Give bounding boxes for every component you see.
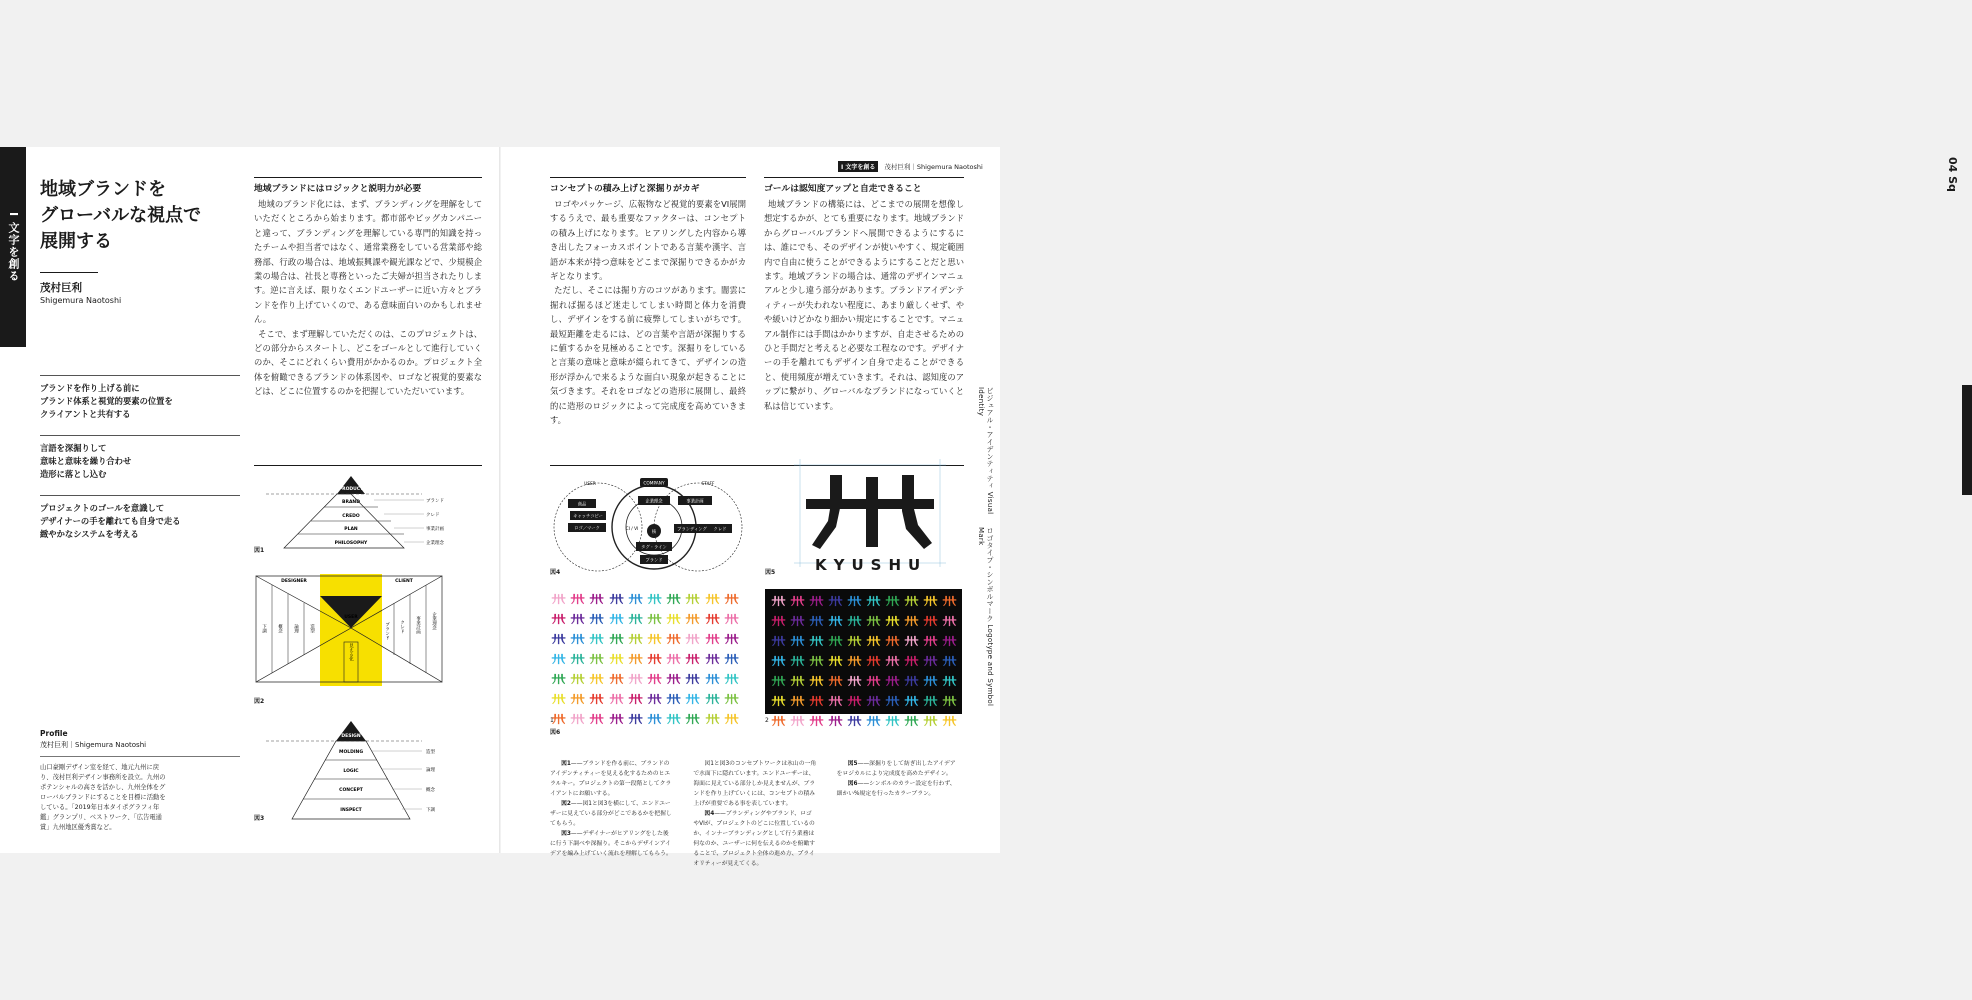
section-divider (254, 465, 482, 466)
symbol-swatch-icon (922, 694, 939, 708)
symbol-swatch-icon (569, 692, 586, 706)
symbol-swatch-icon (588, 652, 605, 666)
symbol-swatch-icon (903, 674, 920, 688)
symbol-swatch-icon (808, 654, 825, 668)
fig2-designer-label: DESIGNER (281, 579, 307, 584)
page-number: 04 Sq (1946, 157, 1959, 192)
symbol-swatch-icon (704, 592, 721, 606)
symbol-swatch-icon (941, 714, 958, 728)
fig5-wordmark: KYUSHU (815, 556, 928, 574)
running-head-text: 茂村巨利｜Shigemura Naotoshi (884, 163, 983, 171)
side-index-item (972, 387, 1000, 517)
symbol-swatch-icon (865, 654, 882, 668)
caption-text: ——ブランドを作る前に、ブランドのアイデンティティーを見える化するためのヒエラルキー。プロジェクトの第一段階としてクライアントにお願いする。 (550, 761, 672, 797)
symbol-swatch-icon (865, 634, 882, 648)
symbol-swatch-icon (865, 614, 882, 628)
symbol-swatch-icon (627, 652, 644, 666)
fig4-credo: クレド (713, 527, 727, 533)
symbol-swatch-icon (903, 634, 920, 648)
symbol-swatch-icon (941, 674, 958, 688)
symbol-swatch-icon (646, 712, 663, 726)
fig1-note: 企業理念 (426, 541, 444, 546)
symbol-swatch-icon (569, 632, 586, 646)
symbol-swatch-icon (704, 652, 721, 666)
fig4-goods: 商品 (577, 502, 587, 508)
symbol-swatch-icon (865, 674, 882, 688)
symbol-swatch-icon (723, 612, 740, 626)
profile (40, 729, 240, 833)
fig2-left-word: 概念 (277, 624, 283, 633)
symbol-swatch-icon (941, 594, 958, 608)
fig2-center-label: USER (344, 615, 358, 620)
fig6-sub1: 1 (550, 717, 554, 724)
key-point: ブランドを作り上げる前に ブランド体系と視覚的要素の位置を クライアントと共有する (40, 375, 240, 421)
symbol-swatch-icon (723, 712, 740, 726)
symbol-swatch-icon (646, 612, 663, 626)
symbol-swatch-icon (827, 594, 844, 608)
fig4-staff-label: STAFF (701, 482, 715, 487)
magazine-spread (0, 147, 1959, 867)
figure-captions (550, 749, 960, 879)
paragraph: そこで、まず理解していただくのは、このプロジェクトは、どの部分からスタートし、どこをゴールとして進行していくのか、そこにどれくらい費用がかかるのか。プロジェクト全体を俯瞰できるブランドの体系図や、ロゴなど視覚的要素などは、どこに位置するのかを把握していただいています。 (254, 328, 482, 397)
fig5-label: 図5 (765, 569, 776, 576)
symbol-swatch-icon (770, 654, 787, 668)
symbol-swatch-icon (569, 612, 586, 626)
fig3-level: INSPECT (340, 808, 362, 813)
symbol-swatch-icon (588, 592, 605, 606)
body-column-1 (254, 177, 482, 399)
caption-column (693, 749, 816, 879)
symbol-swatch-icon (684, 692, 701, 706)
symbol-swatch-icon (884, 714, 901, 728)
author-name-en: Shigemura Naotoshi (40, 296, 122, 305)
caption-text: 図1と図3のコンセプトワークは氷山の一角で水面下に隠れています。エンドユーザーは、海面に見えている部分しか見えませんが、ブランドを作り上げていくには、コンセプトの積み上げが重要である事を表しています。 (693, 761, 817, 807)
paragraph: 地域のブランド化には、まず、ブランディングを理解をしていただくところから始まります。都市部やビッグカンパニーと違って、ブランディングを理解している専門的知識を持ったチームや担当者ではなく、通常業務をしている営業部や総務部、行政の場合は、地域振興課や観光課などで、少規模企業の場合は、社長と専務といったご夫婦が担当されたりします。逆に言えば、限りなくエンドユーザーに近い方々とブランドを作り上げていくので、ある意味面白いのかもしれません。 (254, 199, 482, 325)
symbol-swatch-icon (827, 614, 844, 628)
symbol-swatch-icon (608, 632, 625, 646)
symbol-swatch-icon (704, 672, 721, 686)
fig1-level: CREDO (342, 514, 360, 519)
symbol-swatch-icon (884, 594, 901, 608)
symbol-swatch-icon (941, 694, 958, 708)
symbol-swatch-icon (789, 694, 806, 708)
section-heading: 地域ブランドにはロジックと説明力が必要 (254, 177, 482, 194)
symbol-swatch-icon (789, 614, 806, 628)
chapter-tab-label: I 文字を創る (7, 212, 20, 282)
running-head-badge: I 文字を創る (838, 161, 878, 172)
symbol-swatch-icon (569, 672, 586, 686)
symbol-swatch-icon (903, 714, 920, 728)
caption-text: ——デザイナーがヒアリングをした後に行う下調べや深掘り。そこからデザインアイデアを編み上げていく流れを理解してもらう。 (550, 831, 672, 857)
symbol-swatch-icon (884, 674, 901, 688)
side-index-marker (1962, 385, 1972, 495)
fig3-note: 概念 (426, 788, 435, 793)
fig2-right-word: 企業理念 (431, 612, 437, 630)
section-heading: ゴールは認知度アップと自走できること (764, 177, 964, 194)
symbol-swatch-icon (827, 634, 844, 648)
symbol-swatch-icon (684, 592, 701, 606)
symbol-swatch-icon (646, 592, 663, 606)
fig4-brand: ブランド (645, 558, 663, 564)
key-points (40, 375, 240, 555)
fig1-label: 図1 (254, 547, 265, 554)
caption-key: 図3 (561, 831, 571, 837)
symbol-swatch-icon (665, 612, 682, 626)
fig2-client-label: CLIENT (395, 579, 413, 584)
symbol-swatch-icon (550, 592, 567, 606)
symbol-swatch-icon (903, 694, 920, 708)
article-title: 地域ブランドを グローバルな視点で 展開する (40, 179, 202, 252)
symbol-swatch-icon (704, 712, 721, 726)
symbol-swatch-icon (808, 674, 825, 688)
symbol-swatch-icon (665, 592, 682, 606)
profile-heading: Profile (40, 729, 68, 738)
caption-column (550, 749, 673, 879)
symbol-swatch-icon (684, 652, 701, 666)
symbol-swatch-icon (846, 694, 863, 708)
author-name-ja: 茂村巨利 (40, 282, 82, 294)
symbol-swatch-icon (704, 692, 721, 706)
symbol-swatch-icon (588, 672, 605, 686)
symbol-swatch-icon (827, 674, 844, 688)
symbol-swatch-icon (941, 614, 958, 628)
side-index-item (972, 527, 1000, 727)
symbol-swatch-icon (770, 634, 787, 648)
symbol-swatch-icon (808, 614, 825, 628)
caption-key: 図6 (847, 781, 858, 787)
symbol-swatch-icon (646, 652, 663, 666)
symbol-swatch-icon (608, 672, 625, 686)
fig3-note: 造型 (426, 750, 435, 755)
symbol-swatch-icon (846, 594, 863, 608)
symbol-swatch-icon (646, 692, 663, 706)
symbol-swatch-icon (846, 634, 863, 648)
section-heading: コンセプトの積み上げと深掘りがカギ (550, 177, 746, 194)
body-column-2 (550, 177, 746, 428)
fig4-philosophy: 企業理念 (645, 499, 663, 505)
profile-name: 茂村巨利｜Shigemura Naotoshi (40, 740, 240, 757)
fig4-plan: 事業計画 (686, 499, 704, 505)
symbol-swatch-icon (903, 614, 920, 628)
symbol-swatch-icon (941, 654, 958, 668)
page-gutter (499, 147, 501, 853)
symbol-swatch-icon (665, 672, 682, 686)
key-point: プロジェクトのゴールを意識して デザイナーの手を離れても自身で走る 緻やかなシステムを考える (40, 495, 240, 541)
symbol-swatch-icon (550, 672, 567, 686)
symbol-swatch-icon (588, 632, 605, 646)
symbol-swatch-icon (770, 714, 787, 728)
symbol-swatch-icon (789, 674, 806, 688)
fig1-note: ブランド (426, 499, 444, 504)
fig3-note: 論理 (426, 768, 435, 773)
side-index-label: ロゴタイプ・シンボルマーク Logotype and Symbol Mark (977, 527, 994, 707)
symbol-swatch-icon (789, 654, 806, 668)
fig4-ci: CI / VI (625, 527, 639, 532)
paragraph: 地域ブランドの構築には、どこまでの展開を想像し想定するかが、とても重要になります。地域ブランドからグローバルブランドへ展開できるようにするには、誰にでも、そのデザインが使いやすく、規定範囲内で自由に使うことができるようにすることだと思います。地域ブランドの場合は、通常のデザインマニュアルと少し違う部分があります。ブランドアイデンティティーが失われない程度に、あまり厳しくせず、やや緩いけどかなり細かい規定にすることです。マニュアル制作には手間はかかりますが、自走させるためのひと手間だと考えると必要な工程なのです。デザイナーの手を離れてもデザイン自身で走ることができると、使用頻度が増えていきます。それは、認知度のアップに繋がり、グローバルなブランドになっていくと私は信じています。 (764, 199, 964, 411)
chapter-tab (0, 147, 26, 347)
symbol-swatch-icon (569, 592, 586, 606)
symbol-swatch-icon (608, 592, 625, 606)
caption-text: ——図1と図3を横にして、エンドユーザーに見えている部分がどこであるかを把握してもらう。 (550, 801, 672, 827)
fig4-core: 核 (651, 530, 657, 535)
fig3-note: 下調 (426, 808, 435, 813)
symbol-swatch-icon (903, 594, 920, 608)
caption-key: 図2 (561, 801, 571, 807)
fig4-branding: ブランディング (677, 527, 707, 533)
fig6-color-grid-light (550, 592, 740, 726)
symbol-swatch-icon (922, 654, 939, 668)
symbol-swatch-icon (770, 694, 787, 708)
symbol-swatch-icon (827, 654, 844, 668)
fig4-tagline: タグ・ライン (641, 545, 667, 551)
symbol-swatch-icon (827, 694, 844, 708)
fig1-level: BRAND (342, 500, 360, 505)
symbol-swatch-icon (884, 694, 901, 708)
symbol-swatch-icon (922, 614, 939, 628)
caption-column (837, 749, 960, 879)
symbol-swatch-icon (884, 654, 901, 668)
fig4-logo: ロゴ／マーク (574, 526, 600, 532)
author-rule (40, 272, 98, 273)
fig6-label: 図6 (550, 729, 561, 736)
symbol-swatch-icon (665, 632, 682, 646)
fig2-right-word: 事業計画 (415, 616, 421, 634)
symbol-swatch-icon (770, 594, 787, 608)
symbol-swatch-icon (627, 712, 644, 726)
paragraph: ロゴやパッケージ、広報物など視覚的要素をVI展開するうえで、最も重要なファクターは、コンセプトの積み上げになります。ヒアリングした内容から導き出したフォーカスポイントである言葉や漢字、言語が本来が持つ意味をどこまで深掘りできるかがカギとなります。 (550, 199, 746, 282)
symbol-swatch-icon (922, 594, 939, 608)
symbol-swatch-icon (846, 714, 863, 728)
symbol-swatch-icon (922, 634, 939, 648)
symbol-swatch-icon (704, 612, 721, 626)
caption-key: 図5 (847, 761, 858, 767)
fig4-network-diagram (548, 477, 748, 577)
symbol-swatch-icon (627, 612, 644, 626)
symbol-swatch-icon (922, 714, 939, 728)
symbol-swatch-icon (789, 594, 806, 608)
symbol-swatch-icon (903, 654, 920, 668)
symbol-swatch-icon (569, 712, 586, 726)
fig3-level: MOLDING (338, 750, 364, 755)
fig3-level: CONCEPT (339, 788, 363, 793)
fig4-label: 図4 (550, 569, 561, 576)
caption-key: 図4 (704, 811, 715, 817)
section-body (254, 197, 482, 399)
fig2-mid-right: 事業 (363, 625, 373, 630)
symbol-swatch-icon (723, 652, 740, 666)
fig1-note: 事業計画 (426, 527, 444, 532)
running-head (838, 161, 983, 172)
symbol-swatch-icon (808, 694, 825, 708)
symbol-swatch-icon (665, 712, 682, 726)
symbol-swatch-icon (665, 692, 682, 706)
symbol-swatch-icon (684, 712, 701, 726)
fig3-top-label: DESIGN (341, 734, 361, 739)
symbol-swatch-icon (922, 674, 939, 688)
symbol-swatch-icon (770, 674, 787, 688)
symbol-swatch-icon (627, 632, 644, 646)
fig1-level: PHILOSOPHY (334, 541, 368, 546)
symbol-swatch-icon (723, 692, 740, 706)
symbol-swatch-icon (808, 714, 825, 728)
key-point: 言語を深掘りして 意味と意味を繰り合わせ 造形に落とし込む (40, 435, 240, 481)
symbol-swatch-icon (770, 614, 787, 628)
caption-text: ——シンボルのカラー設定を行わず、細かい%規定を行ったカラーブラン。 (836, 781, 956, 797)
fig6-color-grid-dark (770, 594, 958, 728)
symbol-swatch-icon (846, 654, 863, 668)
fig1-level: PLAN (344, 527, 358, 532)
caption-key: 図1 (561, 761, 571, 767)
fig2-right-word: ブランド (384, 622, 390, 640)
symbol-swatch-icon (865, 694, 882, 708)
fig2-left-word: 論理 (293, 624, 299, 633)
symbol-swatch-icon (789, 714, 806, 728)
symbol-swatch-icon (608, 692, 625, 706)
fig4-user-label: USER (584, 482, 596, 487)
symbol-swatch-icon (588, 692, 605, 706)
symbol-swatch-icon (723, 592, 740, 606)
symbol-swatch-icon (704, 632, 721, 646)
symbol-swatch-icon (808, 634, 825, 648)
symbol-swatch-icon (627, 592, 644, 606)
symbol-swatch-icon (646, 672, 663, 686)
fig3-label: 図3 (254, 815, 265, 822)
side-index (972, 147, 1959, 853)
fig2-left-word: 下調 (261, 624, 267, 633)
symbol-swatch-icon (550, 612, 567, 626)
fig2-left-word: 造型 (309, 624, 315, 633)
fig2-hourglass-diagram (254, 572, 444, 690)
fig2-right-word: クレド (399, 620, 405, 634)
symbol-swatch-icon (846, 674, 863, 688)
symbol-swatch-icon (608, 712, 625, 726)
fig1-hierarchy-diagram (254, 472, 494, 557)
fig1-note: クレド (426, 513, 440, 518)
symbol-swatch-icon (846, 614, 863, 628)
body-column-3 (764, 177, 964, 413)
symbol-swatch-icon (827, 714, 844, 728)
symbol-swatch-icon (865, 594, 882, 608)
symbol-swatch-icon (550, 652, 567, 666)
symbol-swatch-icon (550, 632, 567, 646)
fig2-mid-bottom: 見える化 (348, 643, 354, 661)
symbol-swatch-icon (865, 714, 882, 728)
section-body (764, 197, 964, 413)
symbol-swatch-icon (550, 692, 567, 706)
symbol-swatch-icon (608, 652, 625, 666)
symbol-swatch-icon (627, 672, 644, 686)
fig4-company: COMPANY (643, 481, 665, 487)
fig6-sub2: 2 (765, 717, 769, 724)
symbol-swatch-icon (789, 634, 806, 648)
symbol-swatch-icon (884, 614, 901, 628)
symbol-swatch-icon (941, 634, 958, 648)
symbol-swatch-icon (588, 712, 605, 726)
caption-text: ——深掘りをして紡ぎ出したアイデアをロジカルにより完成度を高めたデザイン。 (836, 761, 956, 777)
symbol-swatch-icon (808, 594, 825, 608)
fig3-iceberg-diagram (254, 719, 494, 827)
fig3-level: LOGIC (343, 769, 359, 774)
symbol-swatch-icon (884, 634, 901, 648)
caption-text: ——ブランディングやブランド、ロゴやVIが、プロジェクトのどこに位置しているのか、インナーブランディングとして行う業務は何なのか、ユーザーに何を伝えるのかを俯瞰することで、プロジェクト全体の進め方、プライオリティーが見えてくる。 (693, 811, 816, 867)
symbol-swatch-icon (684, 612, 701, 626)
symbol-swatch-icon (569, 652, 586, 666)
paragraph: ただし、そこには掘り方のコツがあります。闇雲に掘れば掘るほど迷走してしまい時間と体力を消費し、デザインをする前に疲弊してしまいがちです。最短距離を走るには、どの言葉や言語が深掘りするに値するかを見極めることです。深掘りをしていると言葉の意味と意味が綴られてきて、デザインの造形が浮かんで来るような面白い現象が起きることに気づきます。それをロゴなどの造形に展開し、最終的に造形のロジックによって完成度を高めていきます。 (550, 285, 746, 426)
fig2-mid-left: 言語 (329, 625, 339, 630)
side-index-label: ビジュアル・アイデンティティ Visual Identity (977, 387, 994, 515)
symbol-swatch-icon (627, 692, 644, 706)
section-body (550, 197, 746, 428)
fig4-catch: キャッチコピー (573, 514, 603, 520)
symbol-swatch-icon (665, 652, 682, 666)
symbol-swatch-icon (588, 612, 605, 626)
symbol-swatch-icon (723, 632, 740, 646)
profile-text: 山口豪剛デザイン室を経て、地元九州に戻り、茂村巨利デザイン事務所を設立。九州のポテンシャルの高さを活かし、九州全体をグローバルブランドにすることを目標に活動をしている。「2019年日本タイポグラフィ年鑑」グランプリ、ベストワーク、「広告電通賞」九州地区優秀賞など。 (40, 764, 166, 831)
symbol-swatch-icon (723, 672, 740, 686)
fig2-label: 図2 (254, 698, 265, 705)
symbol-swatch-icon (684, 632, 701, 646)
fig1-top-label: PRODUCT (338, 487, 364, 492)
symbol-swatch-icon (608, 612, 625, 626)
symbol-swatch-icon (684, 672, 701, 686)
symbol-swatch-icon (646, 632, 663, 646)
